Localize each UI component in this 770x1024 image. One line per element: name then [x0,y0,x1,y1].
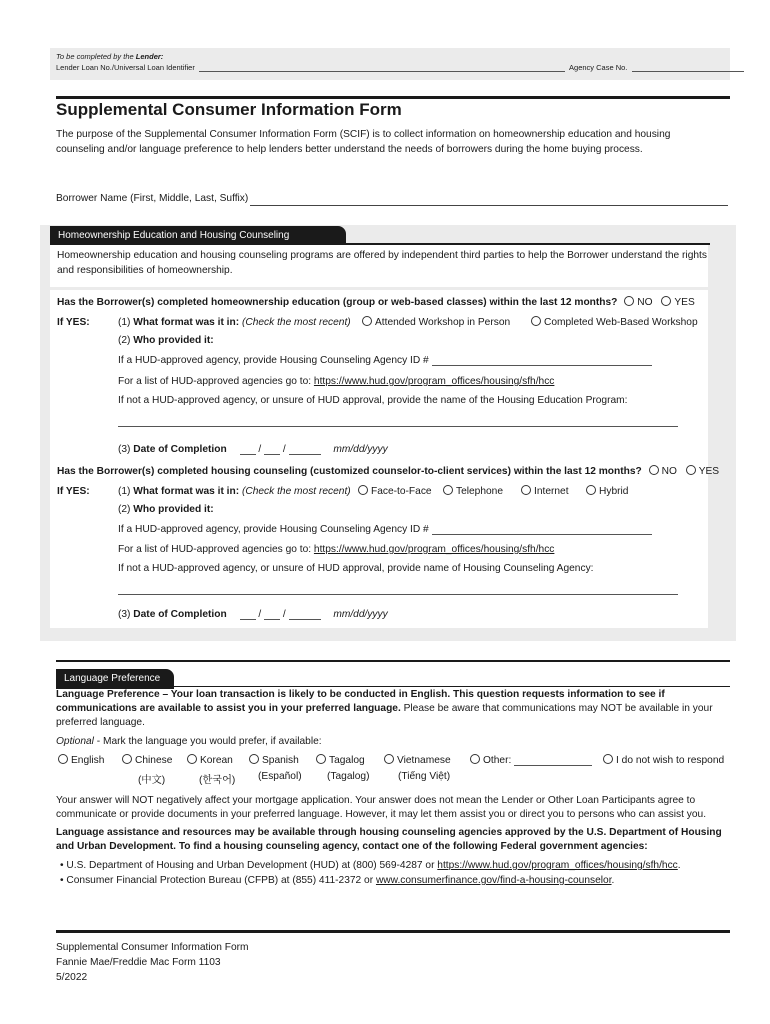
counseling-yes-label: YES [698,466,720,477]
lang-other-label: Other: [483,755,512,766]
counseling-agency-id-label: If a HUD-approved agency, provide Housing Counseling Agency ID # [118,524,429,535]
language-top-rule [56,660,730,662]
lang-no-response-radio[interactable] [603,754,613,764]
cfpb-contact-suffix: . [611,875,615,886]
counseling-check-most-recent: (Check the most recent) [241,486,351,497]
cfpb-contact-text: • Consumer Financial Protection Bureau (CFPB) at (855) 411-2372 or [60,875,376,886]
counseling-date-label: Date of Completion [133,609,227,620]
purpose-text: The purpose of the Supplemental Consumer Information Form (SCIF) is to collect information on homeownership education and housing counseling and/or language preference to help lenders better understand the needs of borrowers during the home buying process. [56,129,671,155]
education-date-format: mm/dd/yyyy [333,444,388,455]
hud-contact-bullet [60,860,681,871]
counseling-option-phone [443,486,503,497]
hoe-section-tab: Homeownership Education and Housing Counseling [50,226,346,246]
loan-id-field[interactable] [199,63,565,72]
lang-chinese-radio[interactable] [122,754,132,764]
lang-no-response-label: I do not wish to respond [616,755,725,766]
education-web-radio[interactable] [531,316,541,326]
counseling-phone-radio[interactable] [443,485,453,495]
footer-form-number: Fannie Mae/Freddie Mac Form 1103 [56,957,221,968]
language-paragraph-3: Language assistance and resources may be available through housing counseling agencies approved by the U.S. Department of Housing and Urban Development. To find a housing counseling agency, contact one of the following Federal government agencies: [56,827,722,852]
lang-other-radio[interactable] [470,754,480,764]
hud-contact-text: • U.S. Department of Housing and Urban Development (HUD) at (800) 569-4287 or [60,860,438,871]
education-web-label: Completed Web-Based Workshop [544,317,698,328]
counseling-hybrid-radio[interactable] [586,485,596,495]
education-yes-label: YES [674,297,695,308]
education-option-web [531,317,698,328]
lang-option-vietnamese [384,755,451,766]
counseling-agency-id-field[interactable] [432,526,652,535]
counseling-hud-list-label: For a list of HUD-approved agencies go to: [118,544,314,555]
language-paragraph-2: Your answer will NOT negatively affect your mortgage application. Your answer does not mean the Lender or Other Loan Participants agree to communicate or provide documents in your preferred language. However, it may let them assist you or direct you to persons who can assist you. [56,795,707,820]
hoe-intro: Homeownership education and housing counseling programs are offered by independent third parties to help the Borrower understand the rights and responsibilities of homeownership. [57,250,707,276]
education-date-row [118,444,388,455]
counseling-date-row [118,609,388,620]
cfpb-contact-bullet [60,875,614,886]
education-if-yes: If YES: [57,317,90,328]
lang-tagalog-radio[interactable] [316,754,326,764]
counseling-question: Has the Borrower(s) completed housing counseling (customized counselor-to-client services) within the last 12 months? [57,466,642,477]
counseling-agency-id-row [118,524,652,535]
education-question: Has the Borrower(s) completed homeownership education (group or web-based classes) within the last 12 months? [57,297,618,308]
counseling-internet-label: Internet [534,486,569,497]
counseling-hud-list-row [118,544,554,555]
language-tab-rule [56,686,730,687]
lang-tagalog-native: (Tagalog) [327,771,370,782]
counseling-not-hud: If not a HUD-approved agency, or unsure of HUD approval, provide name of Housing Counseling Agency: [118,563,594,574]
lang-chinese-native: (中文) [138,775,166,786]
counseling-face-radio[interactable] [358,485,368,495]
cfpb-contact-link[interactable]: www.consumerfinance.gov/find-a-housing-counselor [375,875,612,886]
footer-form-name: Supplemental Consumer Information Form [56,942,249,953]
counseling-option-hybrid [586,486,628,497]
language-paragraph-1-bold: Language Preference – Your loan transaction is likely to be conducted in English. This question requests information to see if communications are available to assist you in your preferred language. [56,689,665,714]
counseling-date-field[interactable]: / / [240,609,321,620]
lang-chinese-label: Chinese [135,755,173,766]
counseling-format-num: (1) [118,486,134,497]
lang-tagalog-label: Tagalog [329,755,365,766]
education-workshop-label: Attended Workshop in Person [375,317,511,328]
lang-option-tagalog [316,755,365,766]
language-section-tab: Language Preference [56,669,174,689]
education-date-label: Date of Completion [133,444,227,455]
borrower-name-row [56,193,728,206]
education-agency-id-field[interactable] [432,357,652,366]
language-optional-label: Optional [56,736,94,747]
lang-korean-native: (한국어) [199,775,236,786]
counseling-phone-label: Telephone [456,486,504,497]
counseling-who-row [118,504,214,515]
hud-contact-suffix: . [677,860,681,871]
counseling-who-num: (2) [118,504,134,515]
title-rule [56,96,730,99]
education-no-radio[interactable] [624,296,634,306]
counseling-format-question: What format was it in: [133,486,240,497]
lang-option-chinese [122,755,172,766]
counseling-no-radio[interactable] [649,465,659,475]
footer-rule [56,930,730,933]
education-no-label: NO [637,297,653,308]
lang-option-other [470,755,592,766]
lang-spanish-label: Spanish [262,755,299,766]
counseling-question-row [57,466,719,477]
lang-option-korean [187,755,233,766]
language-paragraph-1-rest: Please be aware that communications may NOT be available in your preferred language. [56,703,713,728]
borrower-name-label: Borrower Name (First, Middle, Last, Suffix) [56,193,249,204]
page-title: Supplemental Consumer Information Form [56,100,402,119]
counseling-if-yes: If YES: [57,486,90,497]
lang-korean-label: Korean [200,755,233,766]
education-agency-id-label: If a HUD-approved agency, provide Housing Counseling Agency ID # [118,355,429,366]
lender-note: To be completed by the Lender: [56,52,164,61]
lang-spanish-radio[interactable] [249,754,259,764]
counseling-yes-radio[interactable] [686,465,696,475]
counseling-who-question: Who provided it: [133,504,214,515]
lang-option-spanish [249,755,299,766]
lang-english-label: English [71,755,105,766]
lang-vietnamese-label: Vietnamese [397,755,451,766]
lang-option-english [58,755,104,766]
education-who-num: (2) [118,335,134,346]
lang-spanish-native: (Español) [258,771,302,782]
education-who-question: Who provided it: [133,335,214,346]
counseling-option-face [358,486,432,497]
counseling-option-internet [521,486,569,497]
education-who-row [118,335,214,346]
hud-contact-link[interactable]: https://www.hud.gov/program_offices/housing/sfh/hcc [437,860,678,871]
education-format-question: What format was it in: [133,317,240,328]
education-check-most-recent: (Check the most recent) [241,317,351,328]
counseling-no-label: NO [661,466,677,477]
counseling-hud-link[interactable]: https://www.hud.gov/program_offices/housing/sfh/hcc [313,544,555,555]
education-not-hud: If not a HUD-approved agency, or unsure of HUD approval, provide the name of the Housing Education Program: [118,395,628,406]
lang-option-no-response [603,755,724,766]
lang-korean-radio[interactable] [187,754,197,764]
language-optional-row [56,736,322,747]
lang-english-radio[interactable] [58,754,68,764]
education-date-field[interactable]: / / [240,444,321,455]
education-program-name-field[interactable] [118,426,678,427]
counseling-face-label: Face-to-Face [371,486,432,497]
lender-info-box [50,48,730,80]
education-date-num: (3) [118,444,134,455]
counseling-agency-name-field[interactable] [118,594,678,595]
counseling-hybrid-label: Hybrid [599,486,629,497]
education-yes-radio[interactable] [661,296,671,306]
education-hud-link[interactable]: https://www.hud.gov/program_offices/housing/sfh/hcc [313,376,555,387]
lang-vietnamese-radio[interactable] [384,754,394,764]
counseling-format-row [118,486,351,497]
borrower-name-field[interactable] [250,193,728,206]
agency-case-field[interactable] [632,63,744,72]
education-format-num: (1) [118,317,134,328]
education-agency-id-row [118,355,652,366]
education-option-workshop [362,317,510,328]
loan-id-label: Lender Loan No./Universal Loan Identifier [56,63,195,72]
lender-fields [56,63,744,72]
counseling-internet-radio[interactable] [521,485,531,495]
education-format-row [118,317,351,328]
education-hud-list-label: For a list of HUD-approved agencies go to: [118,376,314,387]
counseling-date-num: (3) [118,609,134,620]
counseling-date-format: mm/dd/yyyy [333,609,388,620]
language-optional-text: - Mark the language you would prefer, if available: [93,736,322,747]
language-paragraph-1 [56,688,728,730]
footer-form-date: 5/2022 [56,972,88,983]
lang-vietnamese-native: (Tiếng Việt) [398,771,451,782]
agency-case-label: Agency Case No. [569,63,628,72]
lang-other-field[interactable] [514,757,592,766]
education-hud-list-row [118,376,554,387]
education-workshop-radio[interactable] [362,316,372,326]
education-question-row [57,297,695,308]
